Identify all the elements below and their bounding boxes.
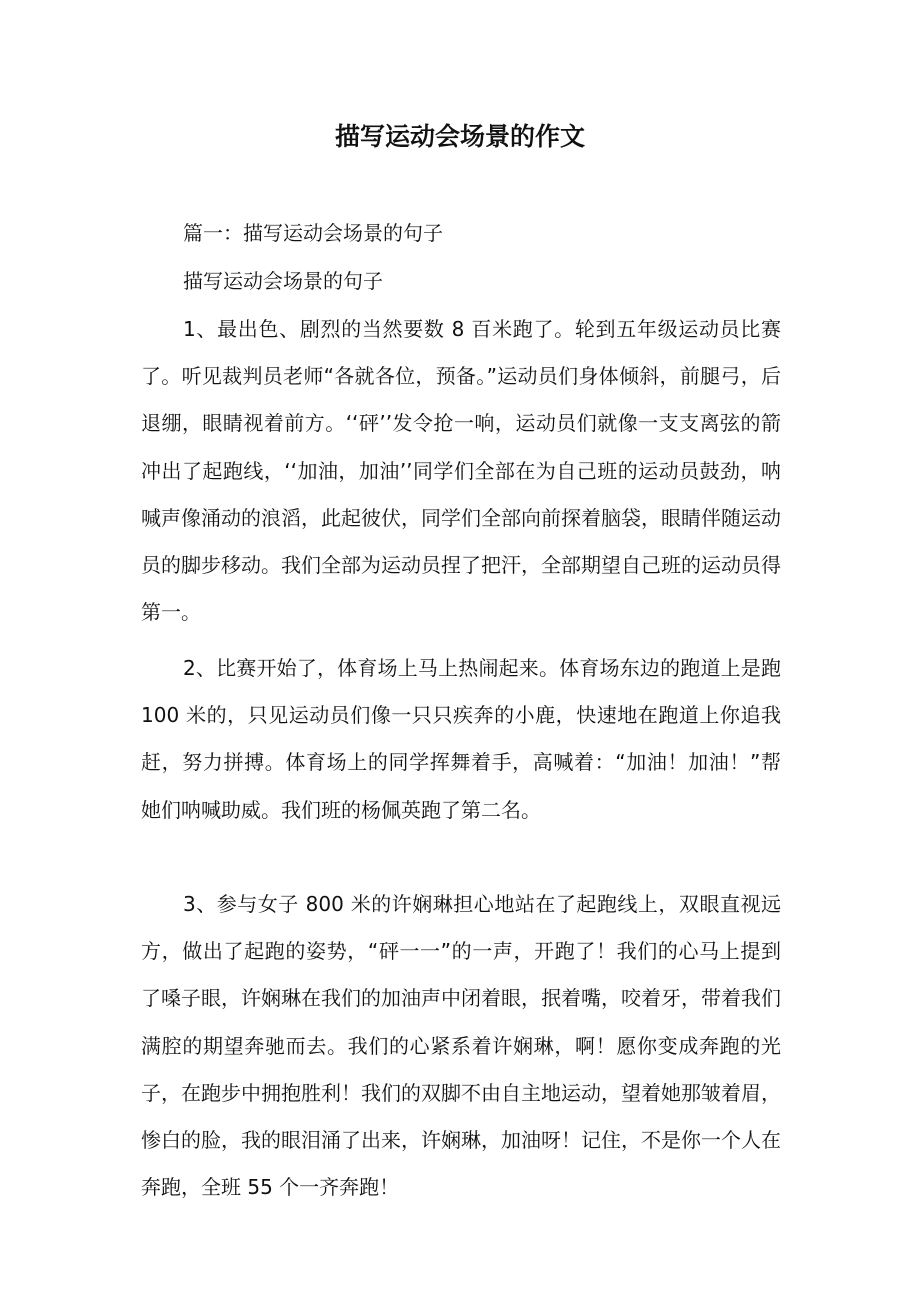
document-title: 描写运动会场景的作文 (334, 122, 585, 151)
paragraph-3: 3、参与女子 800 米的许娴琳担心地站在了起跑线上，双眼直视远方，做出了起跑的姿势，“砰一一”的一声，开跑了！我们的心马上提到了嗓子眼，许娴琳在我们的加油声中闭着眼，抿着嘴，咬着牙，带着我们满腔的期望奔驰而去。我们的心紧系着许娴琳，啊！愿你变成奔跑的光子，在跑步中拥抱胜利！我们的双脚不由自主地运动，望着她那皱着眉，惨白的脸，我的眼泪涌了出来，许娴琳，加油呀！记住，不是你一个人在奔跑，全班 55 个一齐奔跑！ (141, 892, 781, 1200)
section-heading: 篇一：描写运动会场景的句子 (183, 221, 443, 245)
section-subtitle: 描写运动会场景的句子 (183, 269, 383, 293)
paragraph-2: 2、比赛开始了，体育场上马上热闹起来。体育场东边的跑道上是跑 100 米的，只见运动员们像一只只疾奔的小鹿，快速地在跑道上你追我赶，努力拼搏。体育场上的同学挥舞着手，高喊着：“加油！加油！”帮她们呐喊助威。我们班的杨佩英跑了第二名。 (141, 656, 781, 822)
paragraph-1: 1、最出色、剧烈的当然要数 8 百米跑了。轮到五年级运动员比赛了。听见裁判员老师“各就各位，预备。”运动员们身体倾斜，前腿弓，后退绷，眼睛视着前方。‘‘砰’’发令抢一响，运动员们就像一支支离弦的箭冲出了起跑线，‘‘加油，加油’’同学们全部在为自己班的运动员鼓劲，呐喊声像涌动的浪滔，此起彼伏，同学们全部向前探着脑袋，眼睛伴随运动员的脚步移动。我们全部为运动员捏了把汗，全部期望自己班的运动员得第一。 (141, 317, 781, 625)
